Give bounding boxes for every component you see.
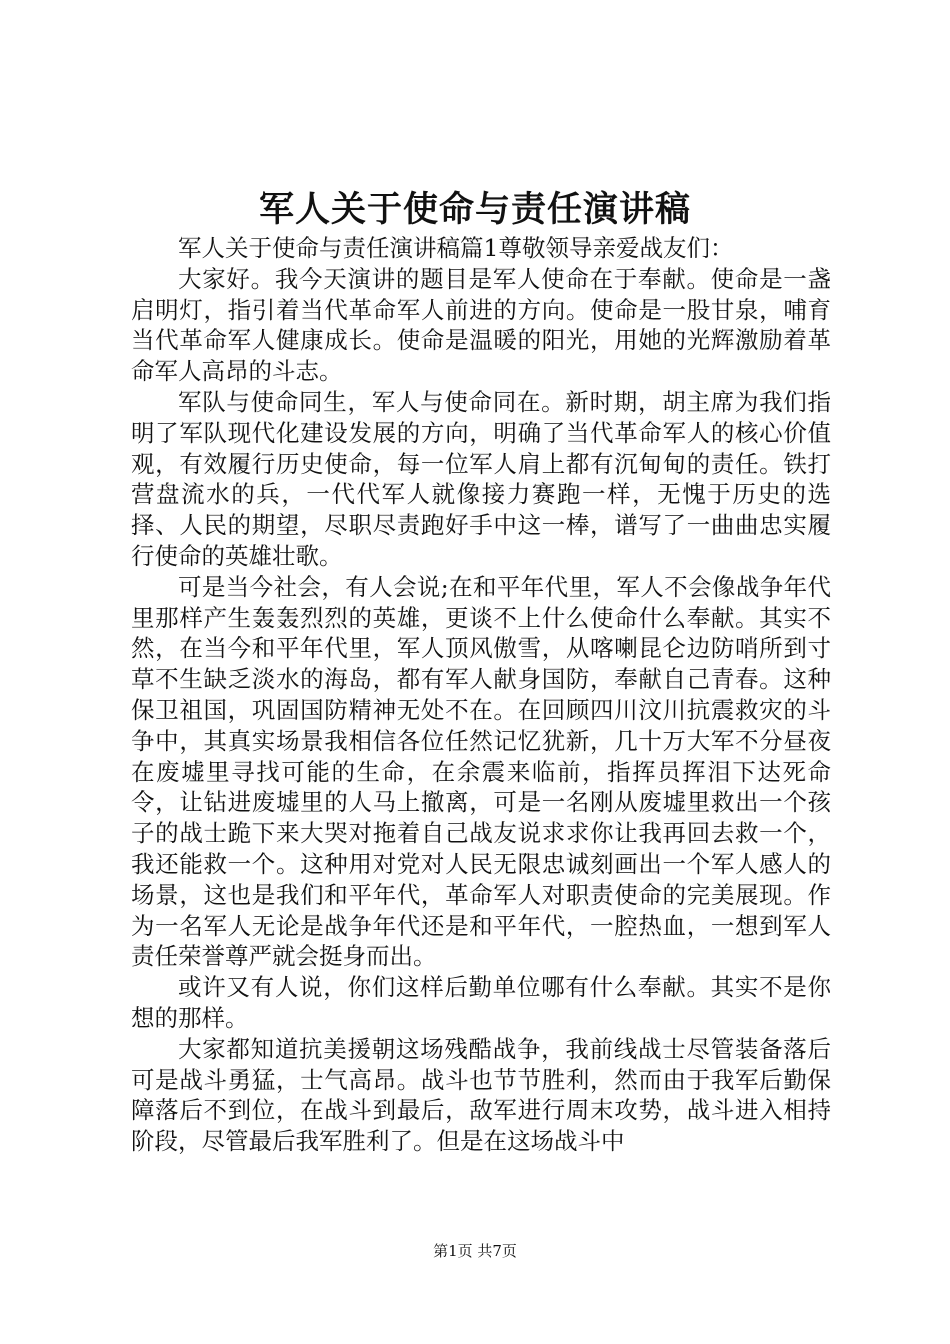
paragraph: 或许又有人说，你们这样后勤单位哪有什么奉献。其实不是你想的那样。: [131, 973, 831, 1032]
paragraph: 大家都知道抗美援朝这场残酷战争，我前线战士尽管装备落后可是战斗勇猛，士气高昂。战斗也节节胜利，然而由于我军后勤保障落后不到位，在战斗到最后，敌军进行周末攻势，战斗进入相持阶段，尽管最后我军胜利了。但是在这场战斗中: [131, 1034, 831, 1156]
document-title: 军人关于使命与责任演讲稿: [258, 189, 691, 230]
page-footer: [0, 1241, 950, 1261]
paragraph: 军队与使命同生，军人与使命同在。新时期，胡主席为我们指明了军队现代化建设发展的方向，明确了当代革命军人的核心价值观，有效履行历史使命，每一位军人肩上都有沉甸甸的责任。铁打营盘流水的兵，一代代军人就像接力赛跑一样，无愧于历史的选择、人民的期望，尽职尽责跑好手中这一棒，谱写了一曲曲忠实履行使命的英雄壮歌。: [131, 387, 831, 570]
paragraph: 军人关于使命与责任演讲稿篇1尊敬领导亲爱战友们：: [178, 234, 734, 262]
page-indicator: 第1页 共7页: [433, 1242, 517, 1260]
document-body: [131, 233, 831, 1157]
paragraph: 可是当今社会，有人会说;在和平年代里，军人不会像战争年代里那样产生轰轰烈烈的英雄，更谈不上什么使命什么奉献。其实不然，在当今和平年代里，军人顶风傲雪，从喀喇昆仑边防哨所到寸草不生缺乏淡水的海岛，都有军人献身国防，奉献自己青春。这种保卫祖国，巩固国防精神无处不在。在回顾四川汶川抗震救灾的斗争中，其真实场景我相信各位任然记忆犹新，几十万大军不分昼夜在废墟里寻找可能的生命，在余震来临前，指挥员挥泪下达死命令，让钻进废墟里的人马上撤离，可是一名刚从废墟里救出一个孩子的战士跪下来大哭对拖着自己战友说求求你让我再回去救一个，我还能救一个。这种用对党对人民无限忠诚刻画出一个军人感人的场景，这也是我们和平年代，革命军人对职责使命的完美展现。作为一名军人无论是战争年代还是和平年代，一腔热血，一想到军人责任荣誉尊严就会挺身而出。: [131, 572, 831, 971]
paragraph: 大家好。我今天演讲的题目是军人使命在于奉献。使命是一盏启明灯，指引着当代革命军人前进的方向。使命是一股甘泉，哺育当代革命军人健康成长。使命是温暖的阳光，用她的光辉激励着革命军人高昂的斗志。: [131, 264, 831, 386]
